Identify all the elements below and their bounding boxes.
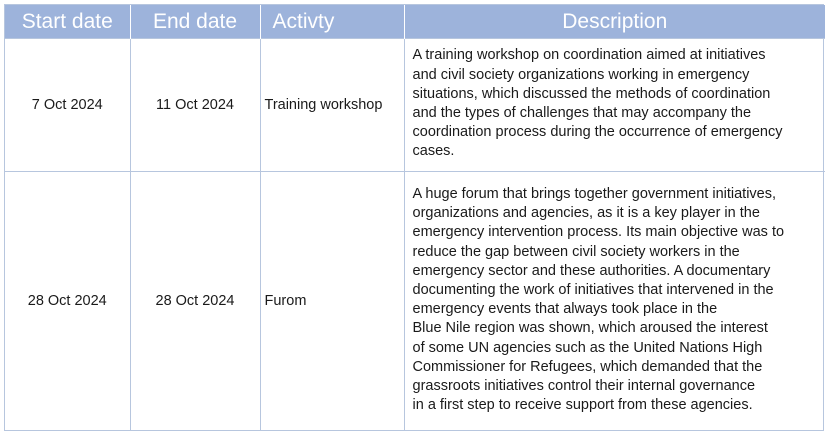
description-line: documenting the work of initiatives that intervened in the <box>412 282 774 299</box>
description-line: and the types of challenges that may accompany the <box>412 105 752 121</box>
description-line: Blue Nile region was shown, which aroused the interest <box>412 320 768 337</box>
description-line: coordination process during the occurrence of emergency <box>412 124 783 141</box>
description-cell <box>404 172 825 431</box>
table-header-row <box>5 5 825 39</box>
description-line: A training workshop on coordination aimed at initiatives <box>412 47 766 64</box>
end-date-cell: 11 Oct 2024 <box>130 39 260 172</box>
description-line: situations, which discussed the methods of coordination <box>412 85 771 102</box>
description-line: cases. <box>412 143 455 160</box>
header-start-date: Start date <box>5 5 130 39</box>
description-line: and civil society organizations working in emergency <box>412 66 750 83</box>
header-activity: Activty <box>260 5 404 39</box>
description-line: A huge forum that brings together government initiatives, <box>412 186 777 203</box>
header-description: Description <box>404 5 825 39</box>
description-cell <box>404 39 825 172</box>
description-line: Commissioner for Refugees, which demanded that the <box>412 358 763 375</box>
activities-table-grid <box>5 5 825 431</box>
table-row <box>5 39 825 172</box>
activities-table <box>4 4 824 431</box>
description-line: of some UN agencies such as the United Nations High <box>412 339 763 356</box>
start-date-cell: 7 Oct 2024 <box>5 39 130 172</box>
description-line: emergency sector and these authorities. A documentary <box>412 262 771 279</box>
end-date-cell: 28 Oct 2024 <box>130 172 260 431</box>
description-line: emergency intervention process. Its main objective was to <box>412 224 785 241</box>
description-line: organizations and agencies, as it is a key player in the <box>412 205 760 222</box>
activity-cell: Training workshop <box>260 39 404 172</box>
description-line: emergency events that always took place in the <box>412 301 718 318</box>
header-end-date: End date <box>130 5 260 39</box>
start-date-cell: 28 Oct 2024 <box>5 172 130 431</box>
description-line: grassroots initiatives control their internal governance <box>412 378 756 395</box>
activity-cell: Furom <box>260 172 404 431</box>
table-row <box>5 172 825 431</box>
description-line: reduce the gap between civil society workers in the <box>412 243 740 260</box>
description-line: in a first step to receive support from these agencies. <box>412 397 753 414</box>
